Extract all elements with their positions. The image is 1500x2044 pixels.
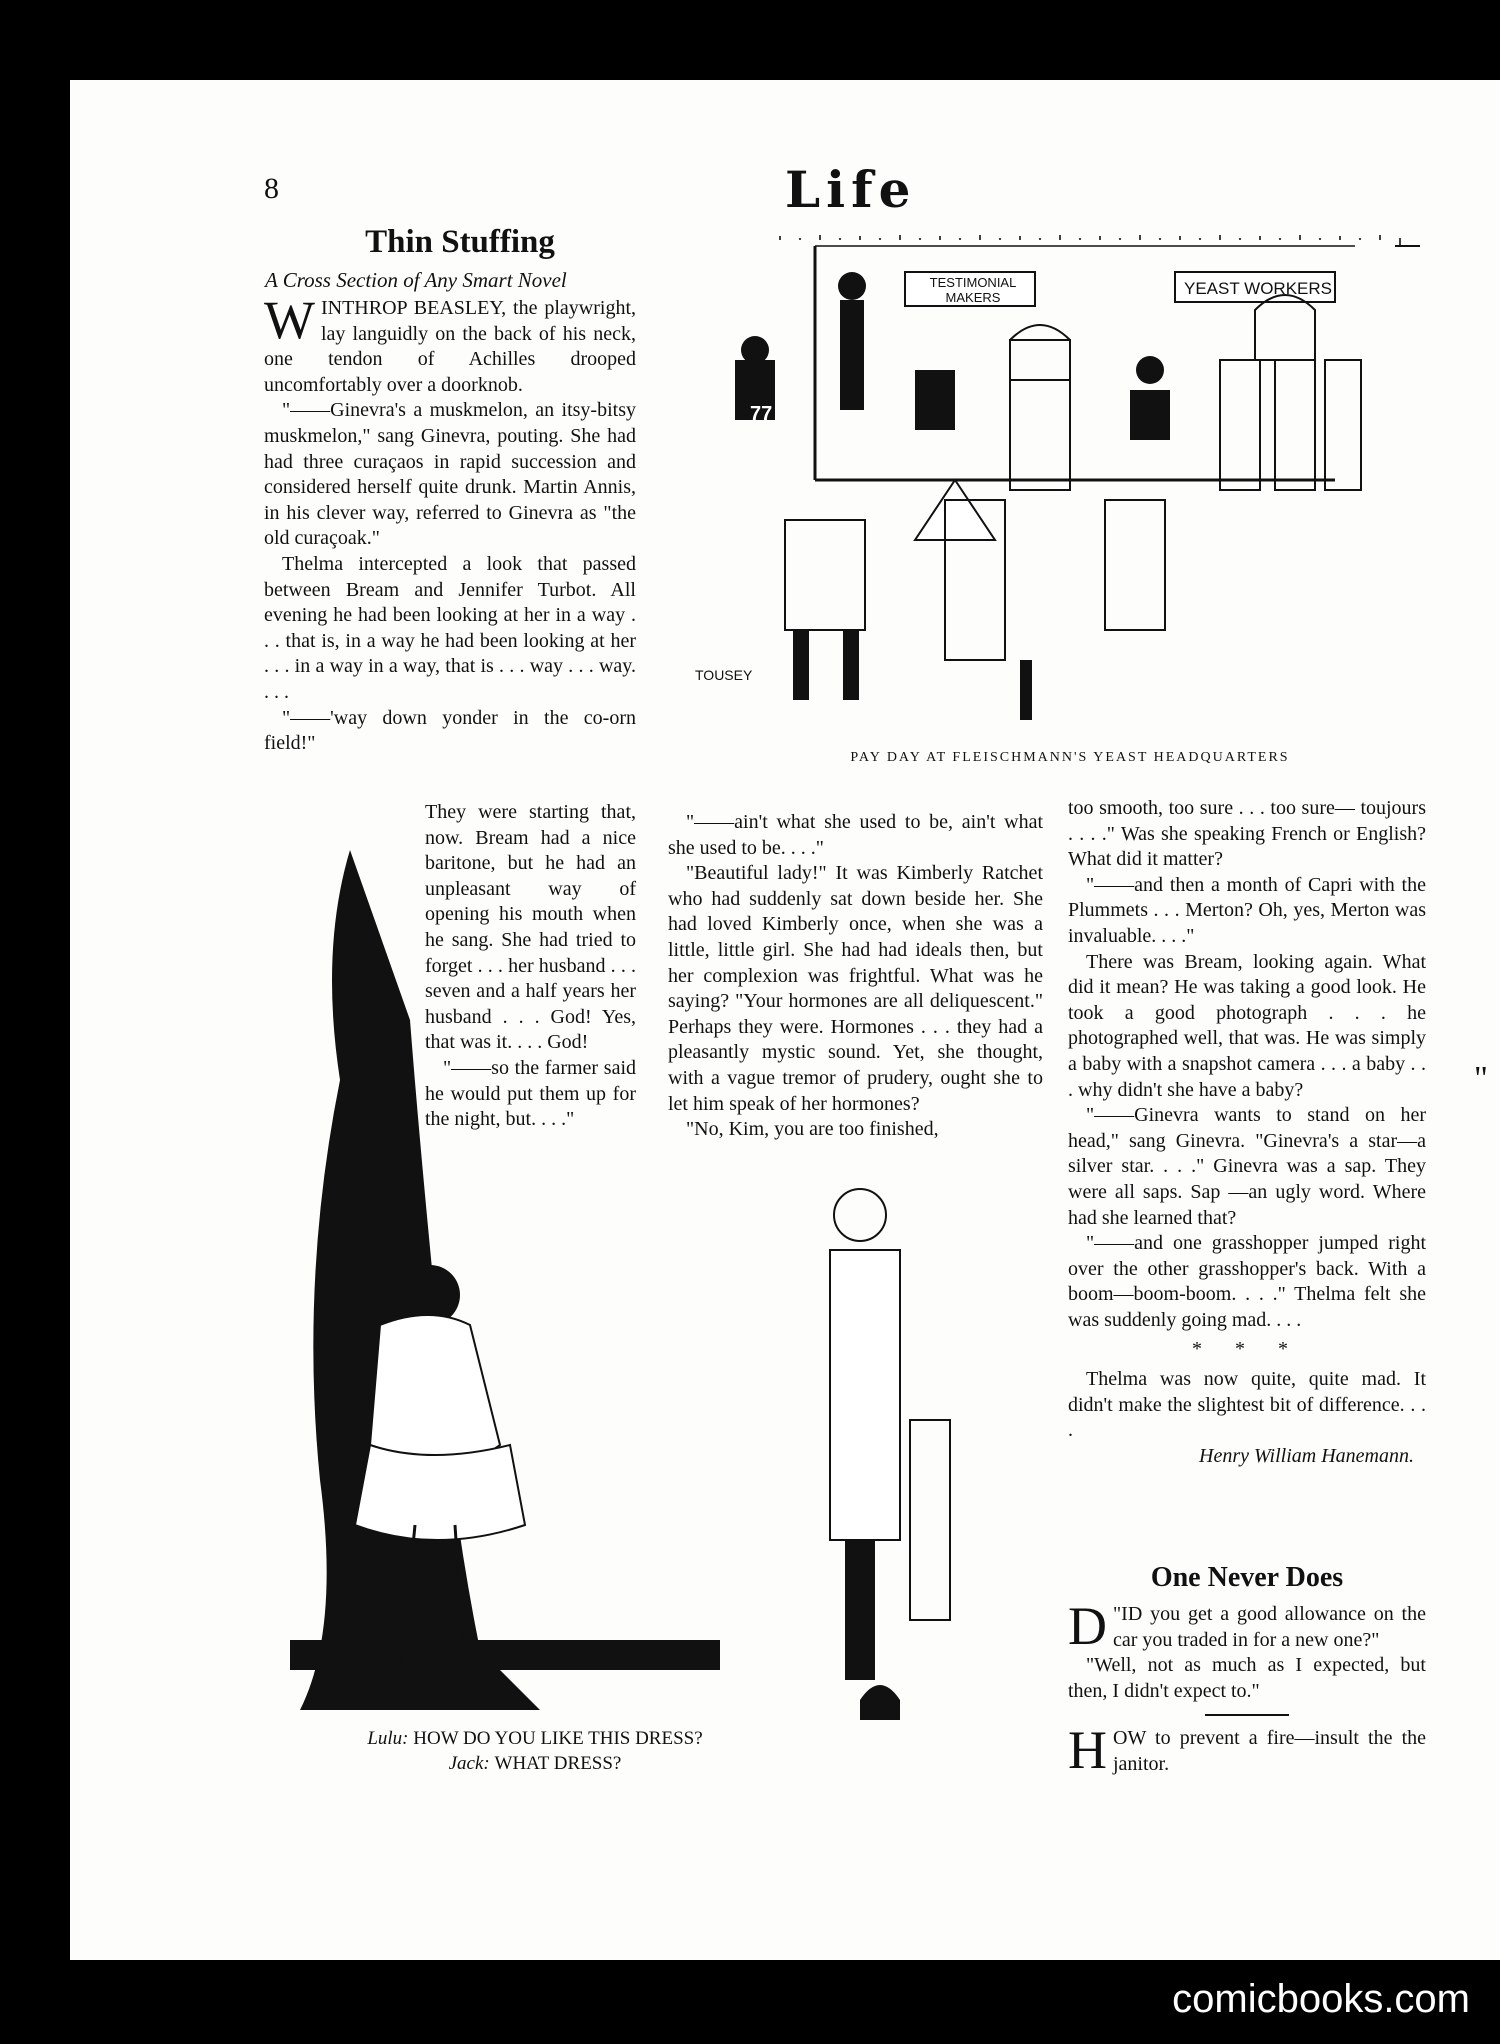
divider bbox=[1205, 1714, 1289, 1716]
cartoon-yeast-headquarters bbox=[675, 240, 1395, 750]
paragraph: "——so the farmer said he would put them up for the night, but. . . ." bbox=[425, 1056, 636, 1131]
page-number: 8 bbox=[264, 172, 279, 205]
dropcap: H bbox=[1068, 1720, 1107, 1781]
paragraph: Thelma intercepted a look that passed between Bream and Jennifer Turbot. All evening he had been looking at her in a way . . . that is, in a way he had been looking at her . . . in a way in a way, that is . . . way . . . way. . . . bbox=[264, 552, 636, 703]
speaker-jack: Jack: bbox=[448, 1753, 490, 1774]
paragraph: "No, Kim, you are too finished, bbox=[686, 1118, 939, 1141]
magazine-logo: Life bbox=[785, 160, 917, 219]
paragraph: "——and then a month of Capri with the Plummets . . . Merton? Oh, yes, Merton was invaluable. . . ." bbox=[1068, 873, 1426, 947]
dropcap: D bbox=[1068, 1596, 1107, 1656]
paragraph: "——Ginevra's a muskmelon, an itsy-bitsy muskmelon," sang Ginevra, pouting. She had had three curaçaos in rapid succession and considered herself quite drunk. Martin Annis, in his clever way, referred to Ginevra as "the old curaçoak." bbox=[264, 399, 636, 550]
author-signature: Henry William Hanemann. bbox=[1199, 1444, 1414, 1467]
article-2-body bbox=[1068, 1596, 1426, 1781]
paragraph: "——and one grasshopper jumped right over the other grasshopper's back. With a boom—boom-boom. . . ." Thelma felt she was suddenly going mad. . . . bbox=[1068, 1232, 1426, 1331]
paragraph: "Beautiful lady!" It was Kimberly Ratchet who had suddenly sat down beside her. She had loved Kimberly once, when she was a little, little girl. She had had ideals then, but her complexion was frightful. What was he saying? "Your hormones are all deliquescent." Perhaps they were. Hormones . . . they had a pleasantly mystic sound. Yet, she thought, with a vague tremor of prudery, ought she to let him speak of her hormones? bbox=[668, 862, 1043, 1115]
joke-text: OW to prevent a fire—insult the the janitor. bbox=[1113, 1727, 1426, 1775]
dropcap: W bbox=[264, 290, 315, 350]
page-edge bbox=[1450, 80, 1468, 1960]
paragraph: "——ain't what she used to be, ain't what she used to be. . . ." bbox=[668, 811, 1043, 859]
quote-mark: " bbox=[1113, 1603, 1122, 1625]
article-title: Thin Stuffing bbox=[365, 224, 555, 260]
paragraph: There was Bream, looking again. What did it mean? He was taking a good look. He took a good photograph . . . he photographed well, that was. He was simply a baby with a snapshot camera . . . a baby . . . why didn't she have a baby? bbox=[1068, 950, 1426, 1101]
dialogue-line: HOW DO YOU LIKE THIS DRESS? bbox=[413, 1728, 703, 1749]
watermark: comicbooks.com bbox=[1172, 1977, 1470, 2021]
speaker-lulu: Lulu: bbox=[367, 1728, 409, 1749]
paragraph: INTHROP BEASLEY, the playwright, lay languidly on the back of his neck, one tendon of Achilles drooped uncomfortably over a doorknob. bbox=[264, 297, 636, 396]
cartoon-2-caption bbox=[355, 1726, 715, 1776]
paragraph: too smooth, too sure . . . too sure— toujours . . . ." Was she speaking French or English? What did it matter? bbox=[1068, 797, 1426, 871]
article-column-1 bbox=[264, 290, 636, 757]
jersey-number: 77 bbox=[750, 403, 773, 425]
dialogue-line: WHAT DRESS? bbox=[494, 1753, 622, 1774]
paragraph: "——Ginevra wants to stand on her head," sang Ginevra. "Ginevra's a star—a silver star. . . ." Ginevra was a sap. They were all saps. Sap —an ugly word. Where had she learned that? bbox=[1068, 1104, 1426, 1229]
paragraph: Thelma was now quite, quite mad. It didn't make the slightest bit of difference. . . . bbox=[1068, 1368, 1426, 1442]
article-subtitle: A Cross Section of Any Smart Novel bbox=[265, 268, 567, 292]
sign-testimonial: TESTIMONIAL MAKERS bbox=[929, 275, 1017, 305]
artist-signature: TOUSEY bbox=[695, 667, 753, 683]
article-column-3 bbox=[1068, 796, 1426, 1469]
paragraph: ID you get a good allowance on the car you traded in for a new one?" bbox=[1113, 1603, 1426, 1651]
section-break: * * * bbox=[1192, 1338, 1302, 1361]
paragraph: "——'way down yonder in the co-orn field!" bbox=[264, 706, 636, 755]
cartoon-caption: PAY DAY AT FLEISCHMANN'S YEAST HEADQUARTERS bbox=[850, 750, 1290, 765]
adjacent-page-edge: " bbox=[1468, 80, 1500, 1960]
paragraph: They were starting that, now. Bream had a nice baritone, but he had an unpleasant way of opening his mouth when he sang. She had tried to forget . . . her husband . . . seven and a half years her husband . . . God! Yes, that was it. . . . God! bbox=[425, 801, 636, 1054]
cartoon-lulu-and-jack bbox=[270, 820, 1030, 1720]
paragraph: "Well, not as much as I expected, but then, I didn't expect to." bbox=[1068, 1654, 1426, 1702]
article-title-2: One Never Does bbox=[1150, 1562, 1344, 1593]
sign-yeast-workers: YEAST WORKERS bbox=[1184, 279, 1332, 298]
